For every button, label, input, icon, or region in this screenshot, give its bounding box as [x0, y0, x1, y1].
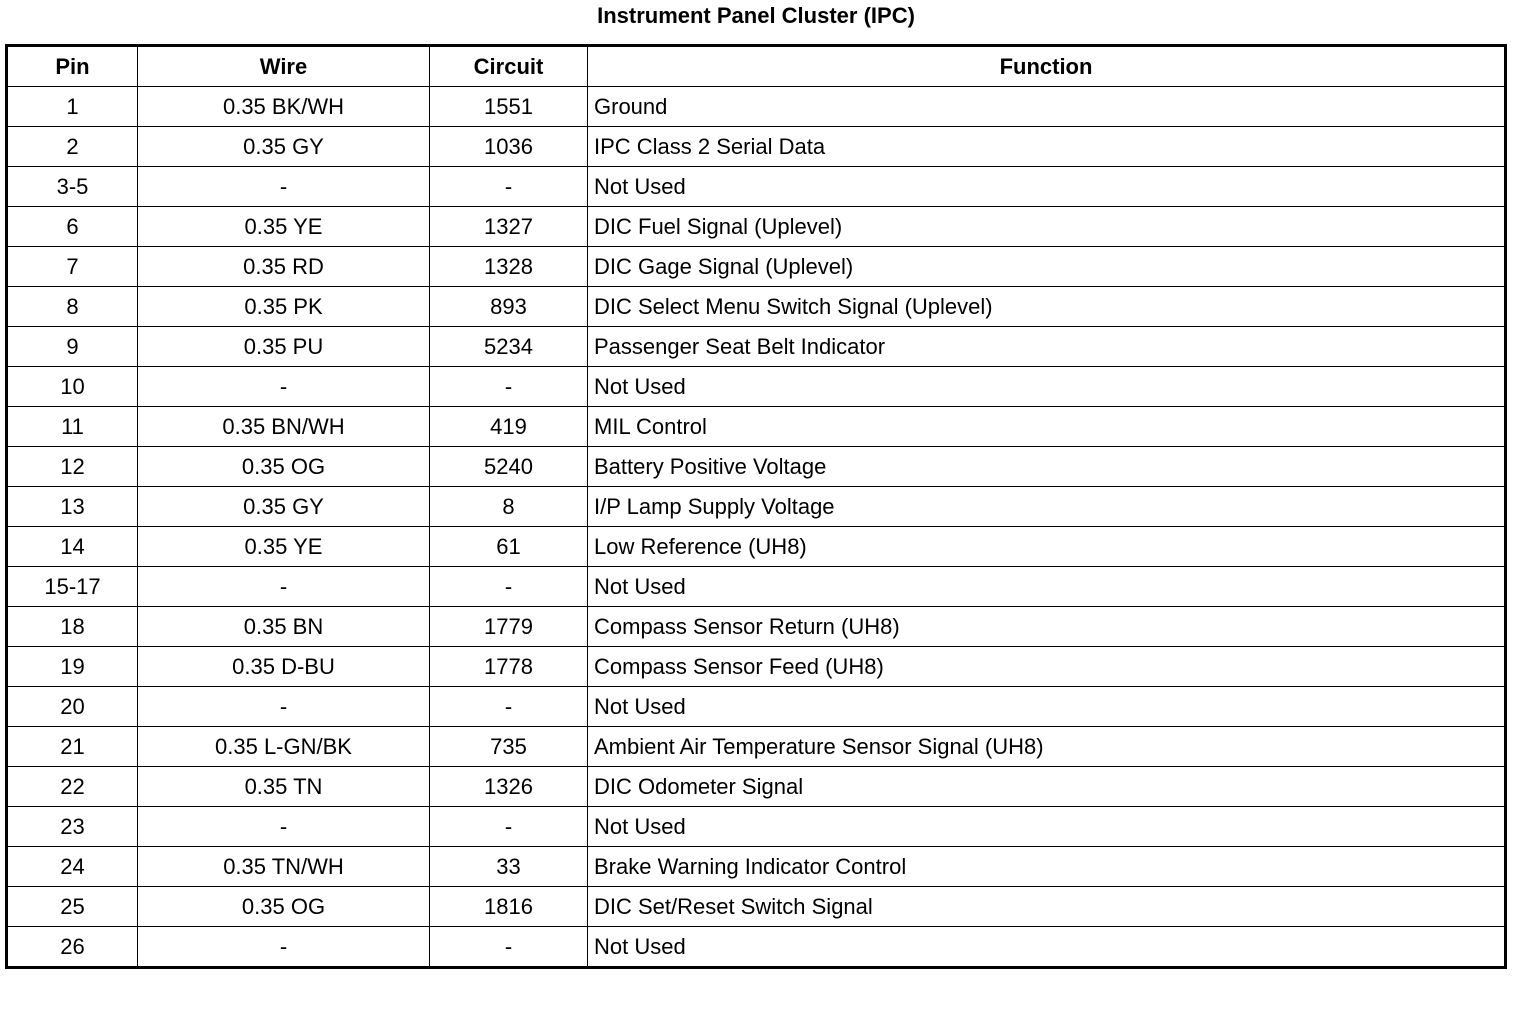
connector-pinout-table: [5, 44, 1507, 969]
cell-pin: 26: [7, 927, 138, 968]
cell-function: Not Used: [588, 807, 1506, 847]
cell-pin: 22: [7, 767, 138, 807]
cell-wire: 0.35 YE: [138, 207, 430, 247]
table-row: [7, 327, 1506, 367]
table-row: [7, 647, 1506, 687]
header-pin: Pin: [7, 46, 138, 87]
cell-function: I/P Lamp Supply Voltage: [588, 487, 1506, 527]
cell-wire: 0.35 BK/WH: [138, 87, 430, 127]
table-row: [7, 287, 1506, 327]
cell-wire: 0.35 BN: [138, 607, 430, 647]
cell-pin: 23: [7, 807, 138, 847]
cell-circuit: 735: [430, 727, 588, 767]
cell-wire: 0.35 GY: [138, 487, 430, 527]
cell-function: IPC Class 2 Serial Data: [588, 127, 1506, 167]
cell-wire: 0.35 OG: [138, 887, 430, 927]
cell-pin: 13: [7, 487, 138, 527]
table-row: [7, 127, 1506, 167]
cell-wire: -: [138, 167, 430, 207]
cell-circuit: 33: [430, 847, 588, 887]
cell-pin: 3-5: [7, 167, 138, 207]
cell-pin: 8: [7, 287, 138, 327]
cell-pin: 20: [7, 687, 138, 727]
table-row: [7, 607, 1506, 647]
cell-circuit: -: [430, 367, 588, 407]
cell-function: Ambient Air Temperature Sensor Signal (UH8): [588, 727, 1506, 767]
cell-function: Compass Sensor Return (UH8): [588, 607, 1506, 647]
cell-pin: 7: [7, 247, 138, 287]
header-function: Function: [588, 46, 1506, 87]
table-row: [7, 847, 1506, 887]
cell-circuit: -: [430, 807, 588, 847]
page-title: Instrument Panel Cluster (IPC): [597, 3, 915, 28]
table-row: [7, 367, 1506, 407]
cell-wire: 0.35 TN: [138, 767, 430, 807]
table-row: [7, 767, 1506, 807]
cell-wire: 0.35 RD: [138, 247, 430, 287]
cell-circuit: 1779: [430, 607, 588, 647]
cell-pin: 12: [7, 447, 138, 487]
cell-pin: 21: [7, 727, 138, 767]
cell-function: MIL Control: [588, 407, 1506, 447]
cell-circuit: 419: [430, 407, 588, 447]
table-row: [7, 887, 1506, 927]
cell-function: Compass Sensor Feed (UH8): [588, 647, 1506, 687]
table-row: [7, 727, 1506, 767]
header-wire: Wire: [138, 46, 430, 87]
cell-function: Battery Positive Voltage: [588, 447, 1506, 487]
table-row: [7, 927, 1506, 968]
cell-pin: 6: [7, 207, 138, 247]
cell-circuit: 1778: [430, 647, 588, 687]
cell-circuit: 61: [430, 527, 588, 567]
cell-function: Not Used: [588, 687, 1506, 727]
cell-function: Not Used: [588, 367, 1506, 407]
table-row: [7, 687, 1506, 727]
cell-pin: 24: [7, 847, 138, 887]
cell-circuit: 893: [430, 287, 588, 327]
cell-wire: 0.35 TN/WH: [138, 847, 430, 887]
cell-function: Low Reference (UH8): [588, 527, 1506, 567]
cell-circuit: 1816: [430, 887, 588, 927]
cell-wire: -: [138, 927, 430, 968]
cell-function: Not Used: [588, 567, 1506, 607]
cell-function: Passenger Seat Belt Indicator: [588, 327, 1506, 367]
cell-wire: 0.35 L-GN/BK: [138, 727, 430, 767]
cell-pin: 2: [7, 127, 138, 167]
cell-pin: 18: [7, 607, 138, 647]
table-row: [7, 487, 1506, 527]
cell-wire: 0.35 GY: [138, 127, 430, 167]
cell-circuit: 1328: [430, 247, 588, 287]
cell-function: Not Used: [588, 167, 1506, 207]
cell-circuit: -: [430, 567, 588, 607]
cell-pin: 1: [7, 87, 138, 127]
cell-wire: 0.35 OG: [138, 447, 430, 487]
cell-pin: 19: [7, 647, 138, 687]
cell-function: DIC Set/Reset Switch Signal: [588, 887, 1506, 927]
cell-wire: 0.35 PU: [138, 327, 430, 367]
cell-pin: 11: [7, 407, 138, 447]
cell-function: Ground: [588, 87, 1506, 127]
table-row: [7, 87, 1506, 127]
table-row: [7, 207, 1506, 247]
table-row: [7, 527, 1506, 567]
cell-circuit: 1326: [430, 767, 588, 807]
cell-function: Not Used: [588, 927, 1506, 968]
cell-wire: -: [138, 807, 430, 847]
cell-wire: 0.35 PK: [138, 287, 430, 327]
table-row: [7, 567, 1506, 607]
cell-wire: -: [138, 567, 430, 607]
cell-function: DIC Gage Signal (Uplevel): [588, 247, 1506, 287]
cell-circuit: 1327: [430, 207, 588, 247]
table-row: [7, 167, 1506, 207]
cell-circuit: -: [430, 167, 588, 207]
cell-pin: 9: [7, 327, 138, 367]
cell-wire: 0.35 YE: [138, 527, 430, 567]
cell-wire: -: [138, 687, 430, 727]
cell-function: DIC Odometer Signal: [588, 767, 1506, 807]
cell-wire: 0.35 D-BU: [138, 647, 430, 687]
cell-circuit: -: [430, 927, 588, 968]
cell-pin: 10: [7, 367, 138, 407]
cell-function: DIC Fuel Signal (Uplevel): [588, 207, 1506, 247]
cell-pin: 25: [7, 887, 138, 927]
cell-circuit: 1036: [430, 127, 588, 167]
table-row: [7, 407, 1506, 447]
cell-function: DIC Select Menu Switch Signal (Uplevel): [588, 287, 1506, 327]
cell-function: Brake Warning Indicator Control: [588, 847, 1506, 887]
cell-circuit: -: [430, 687, 588, 727]
table-body: [7, 87, 1506, 968]
cell-circuit: 8: [430, 487, 588, 527]
header-circuit: Circuit: [430, 46, 588, 87]
table-row: [7, 247, 1506, 287]
table-header-row: [7, 46, 1506, 87]
cell-pin: 14: [7, 527, 138, 567]
cell-pin: 15-17: [7, 567, 138, 607]
cell-circuit: 5234: [430, 327, 588, 367]
table-row: [7, 447, 1506, 487]
cell-circuit: 1551: [430, 87, 588, 127]
cell-wire: 0.35 BN/WH: [138, 407, 430, 447]
cell-wire: -: [138, 367, 430, 407]
table-row: [7, 807, 1506, 847]
cell-circuit: 5240: [430, 447, 588, 487]
